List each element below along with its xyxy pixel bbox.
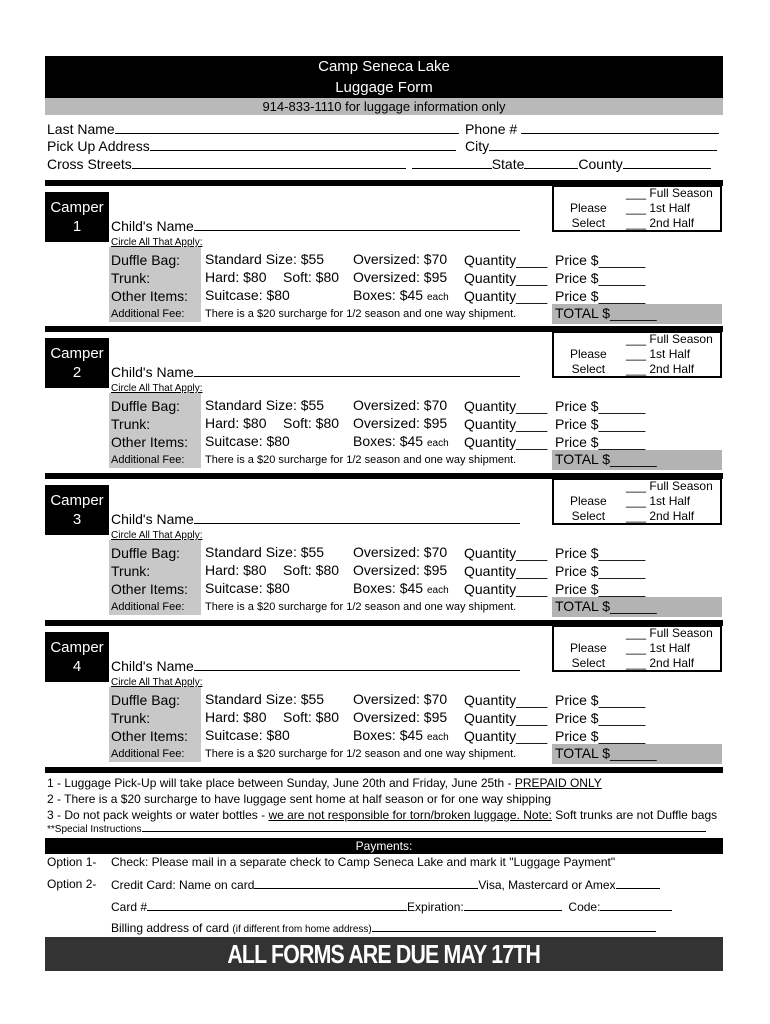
option-label: 2nd Half (649, 509, 695, 523)
phone-label: Phone # (465, 121, 518, 137)
boxes-option[interactable] (353, 727, 449, 743)
trunk-label: Trunk: (111, 563, 151, 579)
trunk-price[interactable]: Price $______ (555, 416, 646, 432)
special-instructions-field[interactable] (47, 822, 706, 835)
option-blank: ___ (626, 626, 647, 640)
select-select: Select (571, 362, 606, 376)
duffle-price[interactable]: Price $______ (555, 398, 646, 414)
season-select-box (552, 185, 722, 232)
card-number-label: Card # (111, 900, 148, 914)
billing-address-field[interactable] (111, 920, 656, 935)
select-select: Select (571, 656, 606, 670)
other-price[interactable]: Price $______ (555, 728, 646, 744)
other-items-label: Other Items: (111, 434, 189, 450)
childs-name-field[interactable] (111, 658, 520, 674)
other-quantity[interactable]: Quantity____ (464, 581, 548, 597)
trunk-label: Trunk: (111, 710, 151, 726)
trunk-label: Trunk: (111, 270, 151, 286)
phone-banner (45, 98, 723, 115)
option-blank: ___ (626, 216, 647, 230)
option-2nd-half[interactable] (626, 509, 694, 524)
trunk-price[interactable]: Price $______ (555, 710, 646, 726)
option-blank: ___ (626, 201, 647, 215)
trunk-soft-option[interactable]: Soft: $80 (283, 269, 340, 285)
code-label: Code: (568, 900, 601, 914)
option-blank: ___ (626, 494, 647, 508)
duffle-price[interactable]: Price $______ (555, 545, 646, 561)
option-label: 2nd Half (649, 216, 695, 230)
payments-header (45, 838, 723, 854)
option-1-text: Check: Please mail in a separate check to Camp Seneca Lake and mark it "Luggage Payment" (111, 855, 616, 869)
childs-name-label: Child's Name (111, 658, 194, 674)
camp-title: Camp Seneca Lake (318, 58, 450, 75)
option-blank: ___ (626, 332, 647, 346)
season-select-prompt (570, 347, 607, 377)
special-instructions-label: **Special Instructions (47, 824, 142, 835)
option-2nd-half[interactable] (626, 216, 694, 231)
billing-note: (if different from home address) (232, 924, 372, 935)
option-1-label: Option 1- (47, 855, 97, 869)
note-1 (47, 776, 602, 790)
note-3-disclaimer: we are not responsible for torn/broken luggage. Note: (268, 808, 552, 822)
option-blank: ___ (626, 509, 647, 523)
trunk-price[interactable]: Price $______ (555, 270, 646, 286)
select-please: Please (570, 347, 607, 361)
suitcase-option[interactable]: Suitcase: $80 (205, 727, 290, 743)
select-please: Please (570, 641, 607, 655)
duffle-label: Duffle Bag: (111, 398, 181, 414)
camper-label: Camper (50, 199, 104, 216)
trunk-soft-option[interactable]: Soft: $80 (283, 562, 340, 578)
other-price[interactable]: Price $______ (555, 288, 646, 304)
option-label: 1st Half (649, 201, 691, 215)
surcharge-note: There is a $20 surcharge for 1/2 season and one way shipment. (205, 454, 517, 466)
note-3-text: 3 - Do not pack weights or water bottles - (47, 808, 269, 822)
duffle-label: Duffle Bag: (111, 692, 181, 708)
option-1st-half[interactable] (626, 347, 690, 362)
camper-label: Camper (50, 639, 104, 656)
additional-fee-label: Additional Fee: (111, 454, 185, 466)
note-3-trunks: Soft trunks are not Duffle bags (551, 808, 718, 822)
season-select-box (552, 625, 722, 672)
option-full-season[interactable] (626, 186, 713, 201)
boxes-label: Boxes: $45 (353, 287, 424, 303)
trunk-label: Trunk: (111, 416, 151, 432)
duffle-oversized-option[interactable]: Oversized: $70 (353, 544, 448, 560)
option-full-season[interactable] (626, 626, 713, 641)
option-label: Full Season (649, 186, 713, 200)
boxes-option[interactable] (353, 287, 449, 303)
total-field[interactable]: TOTAL $______ (555, 598, 657, 614)
duffle-label: Duffle Bag: (111, 545, 181, 561)
duffle-price[interactable]: Price $______ (555, 252, 646, 268)
camper-number: 2 (72, 364, 82, 381)
other-items-label: Other Items: (111, 728, 189, 744)
option-blank: ___ (626, 479, 647, 493)
camper-divider-end (45, 767, 723, 773)
camper-badge (45, 485, 109, 535)
trunk-hard-option[interactable]: Hard: $80 (205, 709, 267, 725)
note-1-prepaid: PREPAID ONLY (514, 776, 602, 790)
phone-field[interactable] (465, 121, 719, 137)
boxes-label: Boxes: $45 (353, 580, 424, 596)
option-label: 2nd Half (649, 656, 695, 670)
childs-name-field[interactable] (111, 364, 520, 380)
other-quantity[interactable]: Quantity____ (464, 728, 548, 744)
season-select-prompt (570, 641, 607, 671)
trunk-hard-option[interactable]: Hard: $80 (205, 562, 267, 578)
suitcase-option[interactable]: Suitcase: $80 (205, 433, 290, 449)
trunk-price[interactable]: Price $______ (555, 563, 646, 579)
trunk-oversized-option[interactable]: Oversized: $95 (353, 562, 448, 578)
childs-name-label: Child's Name (111, 218, 194, 234)
camper-badge (45, 632, 109, 682)
phone-info: 914-833-1110 for luggage information only (262, 99, 506, 114)
due-banner (45, 937, 723, 971)
duffle-label: Duffle Bag: (111, 252, 181, 268)
pickup-address-field[interactable] (47, 138, 456, 154)
payments-title: Payments: (355, 839, 413, 853)
option-blank: ___ (626, 656, 647, 670)
camper-label: Camper (50, 492, 104, 509)
select-select: Select (571, 509, 606, 523)
duffle-price[interactable]: Price $______ (555, 692, 646, 708)
trunk-soft-option[interactable]: Soft: $80 (283, 415, 340, 431)
option-blank: ___ (626, 362, 647, 376)
select-please: Please (570, 201, 607, 215)
option-2nd-half[interactable] (626, 362, 694, 377)
childs-name-label: Child's Name (111, 364, 194, 380)
total-field[interactable]: TOTAL $______ (555, 305, 657, 321)
duffle-standard-option[interactable]: Standard Size: $55 (205, 397, 325, 413)
due-text: ALL FORMS ARE DUE MAY 17TH (227, 939, 541, 969)
boxes-each: each (426, 292, 449, 303)
duffle-standard-option[interactable]: Standard Size: $55 (205, 691, 325, 707)
option-label: Full Season (649, 332, 713, 346)
option-blank: ___ (626, 347, 647, 361)
option-1st-half[interactable] (626, 641, 690, 656)
camper-badge (45, 192, 109, 242)
boxes-label: Boxes: $45 (353, 433, 424, 449)
select-please: Please (570, 494, 607, 508)
note-1-text: 1 - Luggage Pick-Up will take place between Sunday, June 20th and Friday, June 25th - (47, 776, 515, 790)
camper-badge (45, 338, 109, 388)
additional-fee-label: Additional Fee: (111, 601, 185, 613)
card-types-label: Visa, Mastercard or Amex (478, 878, 616, 892)
duffle-quantity[interactable]: Quantity____ (464, 398, 548, 414)
camper-number: 4 (72, 658, 82, 675)
option-full-season[interactable] (626, 332, 713, 347)
season-select-prompt (570, 494, 607, 524)
option-label: Full Season (649, 479, 713, 493)
surcharge-note: There is a $20 surcharge for 1/2 season and one way shipment. (205, 748, 517, 760)
boxes-each: each (426, 732, 449, 743)
trunk-quantity[interactable]: Quantity____ (464, 563, 548, 579)
cross-streets-field[interactable] (47, 156, 711, 172)
trunk-quantity[interactable]: Quantity____ (464, 416, 548, 432)
option-2nd-half[interactable] (626, 656, 694, 671)
trunk-hard-option[interactable]: Hard: $80 (205, 415, 267, 431)
trunk-quantity[interactable]: Quantity____ (464, 710, 548, 726)
note-2: 2 - There is a $20 surcharge to have luggage sent home at half season or for one way shipping (47, 792, 552, 806)
trunk-oversized-option[interactable]: Oversized: $95 (353, 269, 448, 285)
other-items-label: Other Items: (111, 288, 189, 304)
boxes-label: Boxes: $45 (353, 727, 424, 743)
option-1st-half[interactable] (626, 494, 690, 509)
option-blank: ___ (626, 186, 647, 200)
total-field[interactable]: TOTAL $______ (555, 745, 657, 761)
expiration-label: Expiration: (407, 900, 464, 914)
duffle-quantity[interactable]: Quantity____ (464, 545, 548, 561)
camper-number: 1 (72, 218, 82, 235)
trunk-oversized-option[interactable]: Oversized: $95 (353, 709, 448, 725)
boxes-each: each (426, 585, 449, 596)
select-select: Select (571, 216, 606, 230)
form-header (45, 56, 723, 98)
childs-name-field[interactable] (111, 511, 520, 527)
boxes-option[interactable] (353, 433, 449, 449)
cross-streets-label: Cross Streets (47, 156, 132, 172)
season-select-prompt (570, 201, 607, 231)
boxes-option[interactable] (353, 580, 449, 596)
circle-instruction: Circle All That Apply: (111, 383, 203, 394)
suitcase-option[interactable]: Suitcase: $80 (205, 287, 290, 303)
duffle-oversized-option[interactable]: Oversized: $70 (353, 397, 448, 413)
trunk-hard-option[interactable]: Hard: $80 (205, 269, 267, 285)
card-name-label: Credit Card: Name on card (111, 878, 255, 892)
card-number-field[interactable] (111, 899, 672, 914)
option-1st-half[interactable] (626, 201, 690, 216)
suitcase-option[interactable]: Suitcase: $80 (205, 580, 290, 596)
form-title: Luggage Form (335, 79, 433, 96)
camper-number: 3 (72, 511, 82, 528)
season-select-box (552, 478, 722, 525)
trunk-quantity[interactable]: Quantity____ (464, 270, 548, 286)
option-label: 1st Half (649, 641, 691, 655)
pickup-address-label: Pick Up Address (47, 138, 150, 154)
option-2-label: Option 2- (47, 877, 97, 891)
option-blank: ___ (626, 641, 647, 655)
circle-instruction: Circle All That Apply: (111, 530, 203, 541)
city-label: City (465, 138, 490, 154)
trunk-oversized-option[interactable]: Oversized: $95 (353, 415, 448, 431)
circle-instruction: Circle All That Apply: (111, 677, 203, 688)
surcharge-note: There is a $20 surcharge for 1/2 season and one way shipment. (205, 601, 517, 613)
duffle-oversized-option[interactable]: Oversized: $70 (353, 691, 448, 707)
last-name-label: Last Name (47, 121, 115, 137)
surcharge-note: There is a $20 surcharge for 1/2 season and one way shipment. (205, 308, 517, 320)
last-name-field[interactable] (47, 121, 459, 137)
additional-fee-label: Additional Fee: (111, 308, 185, 320)
duffle-quantity[interactable]: Quantity____ (464, 252, 548, 268)
option-full-season[interactable] (626, 479, 713, 494)
option-label: 1st Half (649, 347, 691, 361)
childs-name-field[interactable] (111, 218, 520, 234)
trunk-soft-option[interactable]: Soft: $80 (283, 709, 340, 725)
other-price[interactable]: Price $______ (555, 434, 646, 450)
county-label: County (578, 156, 623, 172)
camper-label: Camper (50, 345, 104, 362)
city-field[interactable] (465, 138, 717, 154)
duffle-standard-option[interactable]: Standard Size: $55 (205, 251, 325, 267)
other-quantity[interactable]: Quantity____ (464, 288, 548, 304)
other-quantity[interactable]: Quantity____ (464, 434, 548, 450)
season-select-box (552, 331, 722, 378)
billing-address-label: Billing address of card (111, 921, 230, 935)
note-3 (47, 808, 717, 822)
option-label: 1st Half (649, 494, 691, 508)
duffle-standard-option[interactable]: Standard Size: $55 (205, 544, 325, 560)
duffle-quantity[interactable]: Quantity____ (464, 692, 548, 708)
circle-instruction: Circle All That Apply: (111, 237, 203, 248)
card-name-field[interactable] (111, 877, 660, 892)
duffle-oversized-option[interactable]: Oversized: $70 (353, 251, 448, 267)
state-label: State (491, 156, 525, 172)
other-price[interactable]: Price $______ (555, 581, 646, 597)
total-field[interactable]: TOTAL $______ (555, 451, 657, 467)
boxes-each: each (426, 438, 449, 449)
additional-fee-label: Additional Fee: (111, 748, 185, 760)
other-items-label: Other Items: (111, 581, 189, 597)
childs-name-label: Child's Name (111, 511, 194, 527)
option-label: Full Season (649, 626, 713, 640)
option-label: 2nd Half (649, 362, 695, 376)
